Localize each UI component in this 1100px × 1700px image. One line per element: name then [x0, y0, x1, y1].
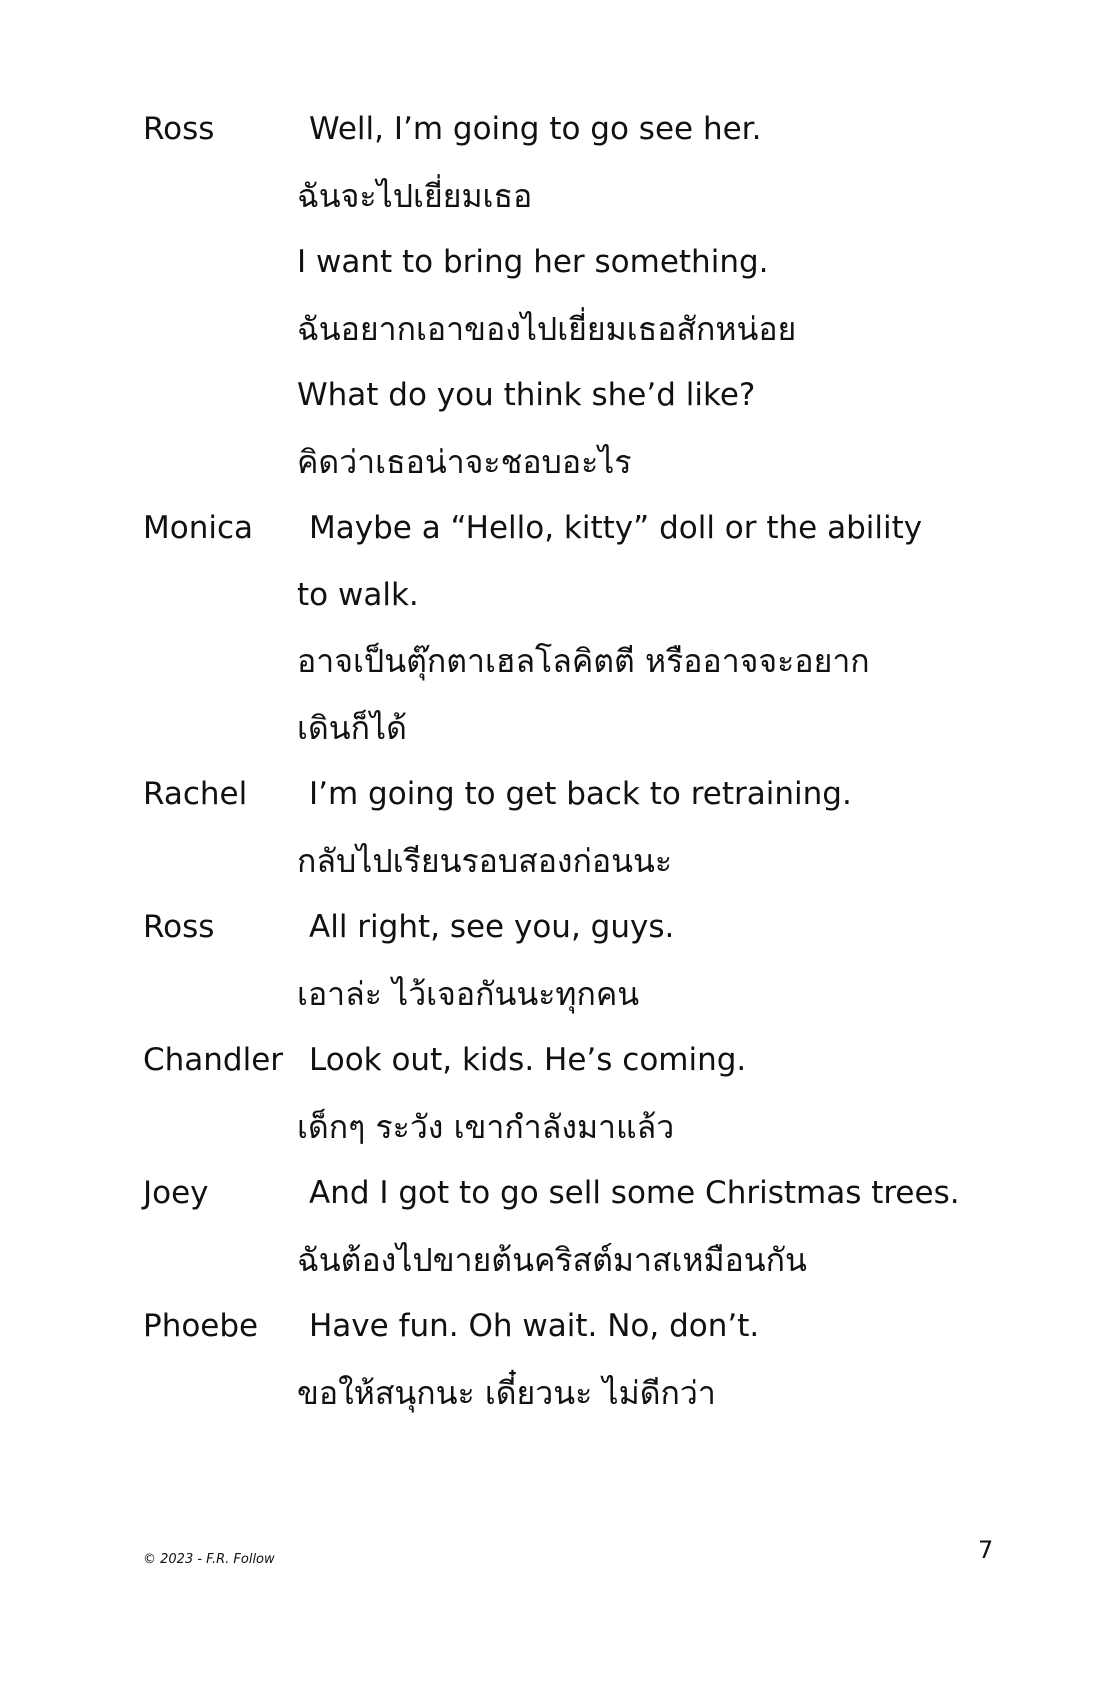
dialogue-line	[143, 761, 1023, 828]
speaker-name: Phoebe	[143, 1308, 259, 1344]
dialogue-line	[143, 1027, 1023, 1094]
dialogue-line	[143, 562, 1023, 629]
dialogue-line	[143, 1227, 1023, 1294]
speaker-name: Joey	[143, 1175, 209, 1211]
dialogue-line	[143, 1293, 1023, 1360]
dialogue-text: I want to bring her something.	[297, 244, 769, 280]
dialogue-line	[143, 695, 1023, 762]
dialogue-translation: เด็กๆ ระวัง เขากำลังมาแล้ว	[297, 1107, 675, 1146]
dialogue-translation: ฉันอยากเอาของไปเยี่ยมเธอสักหน่อย	[297, 309, 797, 348]
speaker-name: Ross	[143, 909, 215, 945]
dialogue-line	[143, 495, 1023, 562]
dialogue-translation: ขอให้สนุกนะ เดี๋ยวนะ ไม่ดีกว่า	[297, 1373, 716, 1412]
dialogue-line	[143, 96, 1023, 163]
dialogue-translation: กลับไปเรียนรอบสองก่อนนะ	[297, 841, 673, 880]
dialogue-translation: คิดว่าเธอน่าจะชอบอะไร	[297, 442, 632, 481]
page-number: 7	[978, 1536, 994, 1564]
dialogue-line	[143, 362, 1023, 429]
script-dialogue	[143, 96, 1023, 1426]
dialogue-line	[143, 1160, 1023, 1227]
dialogue-text: What do you think she’d like?	[297, 377, 756, 413]
dialogue-text: to walk.	[297, 576, 419, 613]
dialogue-line	[143, 296, 1023, 363]
speaker-name: Rachel	[143, 776, 248, 812]
dialogue-text: Look out, kids. He’s coming.	[309, 1042, 747, 1078]
copyright-notice: © 2023 - F.R. Follow	[143, 1552, 275, 1567]
dialogue-translation: ฉันต้องไปขายต้นคริสต์มาสเหมือนกัน	[297, 1240, 807, 1279]
dialogue-line	[143, 229, 1023, 296]
dialogue-line	[143, 828, 1023, 895]
dialogue-translation: อาจเป็นตุ๊กตาเฮลโลคิตตี หรืออาจจะอยาก	[297, 642, 870, 680]
dialogue-line	[143, 163, 1023, 230]
dialogue-translation: ฉันจะไปเยี่ยมเธอ	[297, 176, 533, 215]
speaker-name: Chandler	[143, 1042, 284, 1078]
dialogue-text: I’m going to get back to retraining.	[309, 776, 852, 812]
dialogue-line	[143, 961, 1023, 1028]
dialogue-line	[143, 1360, 1023, 1427]
dialogue-line	[143, 1094, 1023, 1161]
dialogue-text: Have fun. Oh wait. No, don’t.	[309, 1308, 760, 1344]
dialogue-text: All right, see you, guys.	[309, 909, 675, 945]
speaker-name: Monica	[143, 510, 254, 546]
speaker-name: Ross	[143, 111, 215, 147]
dialogue-text: And I got to go sell some Christmas trees.	[309, 1175, 960, 1211]
dialogue-line	[143, 429, 1023, 496]
dialogue-translation: เดินก็ได้	[297, 708, 407, 747]
dialogue-text: Well, I’m going to go see her.	[309, 111, 762, 147]
dialogue-translation: เอาล่ะ ไว้เจอกันนะทุกคน	[297, 974, 640, 1013]
dialogue-line	[143, 894, 1023, 961]
dialogue-text: Maybe a “Hello, kitty” doll or the ability	[309, 510, 923, 546]
dialogue-line	[143, 628, 1023, 695]
